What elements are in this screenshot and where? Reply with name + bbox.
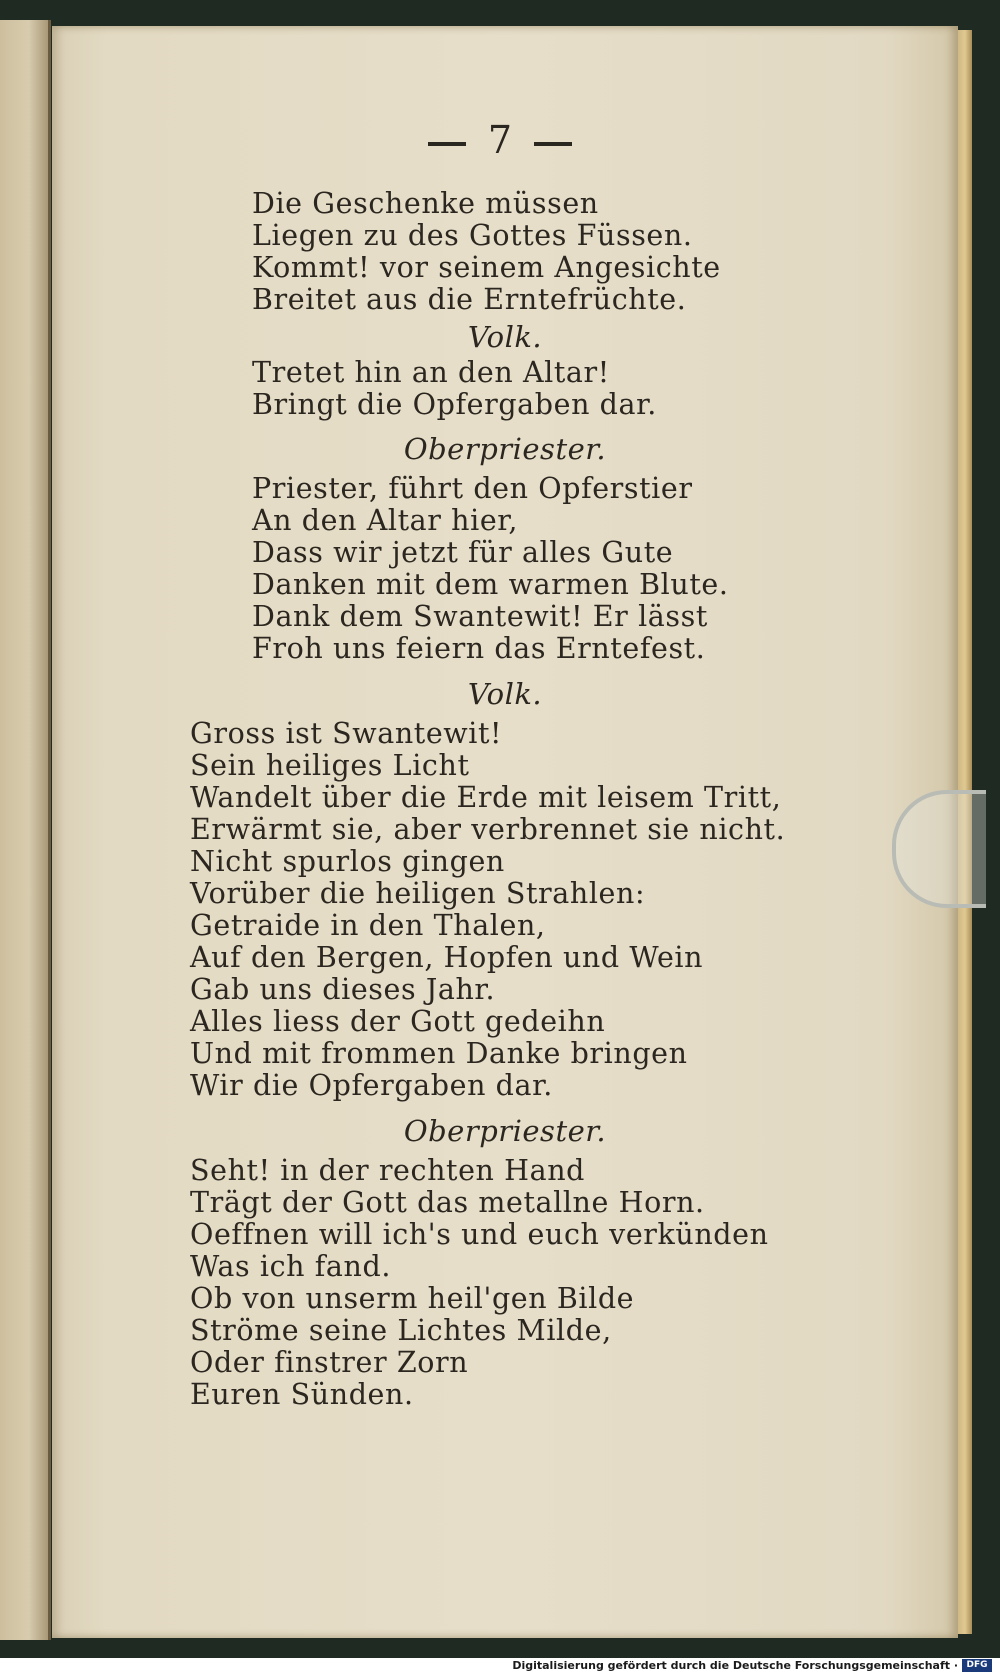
verse-line: Danken mit dem warmen Blute. <box>252 568 729 601</box>
verse-line: An den Altar hier, <box>252 504 519 537</box>
speaker-heading: Oberpriester. <box>403 432 607 466</box>
verse-line: Dank dem Swantewit! Er lässt <box>252 600 708 633</box>
verse-line: Ströme seine Lichtes Milde, <box>190 1314 612 1347</box>
verse-line: Oder finstrer Zorn <box>190 1346 469 1379</box>
verse-line: Und mit frommen Danke bringen <box>190 1037 688 1070</box>
verse-line: Trägt der Gott das metallne Horn. <box>190 1186 705 1219</box>
verse-line: Vorüber die heiligen Strahlen: <box>190 877 646 910</box>
verse-line: Oeffnen will ich's und euch verkünden <box>190 1218 769 1251</box>
verse-line: Auf den Bergen, Hopfen und Wein <box>190 941 704 974</box>
verse-line: Froh uns feiern das Erntefest. <box>252 632 706 665</box>
page-number <box>0 118 1000 162</box>
speaker-heading: Volk. <box>467 677 543 711</box>
verse-line: Getraide in den Thalen, <box>190 909 546 942</box>
footer <box>0 1658 1000 1674</box>
dash-left <box>428 142 466 146</box>
verse-line: Kommt! vor seinem Angesichte <box>252 251 721 284</box>
verse-line: Bringt die Opfergaben dar. <box>252 388 657 421</box>
verse-line: Alles liess der Gott gedeihn <box>190 1005 606 1038</box>
verse-line: Erwärmt sie, aber verbrennet sie nicht. <box>190 813 786 846</box>
page-clip <box>892 790 986 908</box>
dfg-logo: DFG <box>962 1659 992 1672</box>
adjacent-page-edge <box>0 20 51 1640</box>
verse-line: Breitet aus die Erntefrüchte. <box>252 283 687 316</box>
dash-right <box>534 142 572 146</box>
page-number-value: 7 <box>487 118 513 162</box>
verse-line: Nicht spurlos gingen <box>190 845 505 878</box>
verse-line: Wir die Opfergaben dar. <box>190 1069 553 1102</box>
verse-line: Ob von unserm heil'gen Bilde <box>190 1282 635 1315</box>
verse-line: Die Geschenke müssen <box>252 187 599 220</box>
speaker-heading: Oberpriester. <box>403 1114 607 1148</box>
verse-line: Was ich fand. <box>190 1250 391 1283</box>
verse-line: Euren Sünden. <box>190 1378 414 1411</box>
verse-line: Gab uns dieses Jahr. <box>190 973 496 1006</box>
verse-line: Seht! in der rechten Hand <box>190 1154 586 1187</box>
verse-line: Tretet hin an den Altar! <box>252 356 610 389</box>
verse-line: Dass wir jetzt für alles Gute <box>252 536 674 569</box>
verse-line: Gross ist Swantewit! <box>190 717 503 750</box>
verse-line: Liegen zu des Gottes Füssen. <box>252 219 693 252</box>
verse-line: Sein heiliges Licht <box>190 749 470 782</box>
speaker-heading: Volk. <box>467 320 543 354</box>
verse-line: Wandelt über die Erde mit leisem Tritt, <box>190 781 782 814</box>
footer-credit: Digitalisierung gefördert durch die Deutsche Forschungsgemeinschaft · <box>512 1659 958 1672</box>
verse-line: Priester, führt den Opferstier <box>252 472 693 505</box>
